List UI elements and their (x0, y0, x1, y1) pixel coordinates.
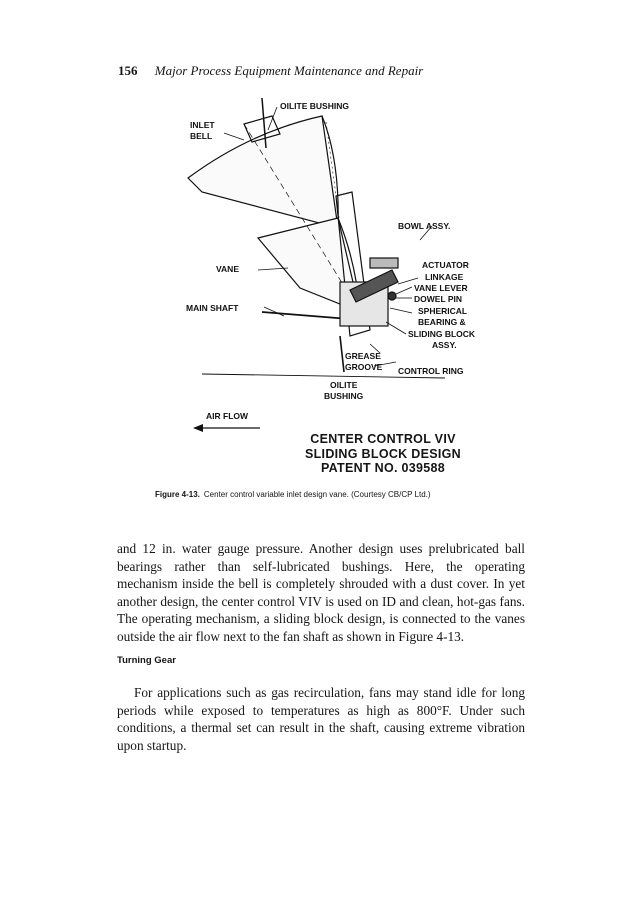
label-oilite: OILITE (330, 380, 358, 390)
label-bearing: BEARING & (418, 317, 466, 327)
page-number: 156 (118, 63, 138, 78)
figure-title-line: PATENT NO. 039588 (320, 461, 446, 475)
air-flow-arrowhead (193, 424, 203, 432)
label-bowl-assy: BOWL ASSY. (398, 221, 451, 231)
label-oilite-bushing-top: OILITE BUSHING (280, 101, 349, 111)
label-vane-lever: VANE LEVER (414, 283, 468, 293)
label-sliding-block: SLIDING BLOCK (408, 329, 476, 339)
book-title: Major Process Equipment Maintenance and Repair (154, 63, 424, 78)
label-bushing: BUSHING (324, 391, 364, 401)
paragraph-text: For applications such as gas recirculation, fans may stand idle for long periods while exposed to temperatures as high as 800°F. Under such conditions, a thermal set can result in the shaft, causing extreme vibration upon startup. (117, 685, 525, 753)
body-paragraph-1 (117, 540, 525, 646)
label-bell: BELL (190, 131, 213, 141)
label-control-ring: CONTROL RING (398, 366, 464, 376)
label-linkage: LINKAGE (425, 272, 464, 282)
label-actuator: ACTUATOR (422, 260, 469, 270)
leader-spherical (390, 308, 412, 313)
figure-title-line: CENTER CONTROL VIV (310, 432, 456, 446)
control-ring-line (340, 336, 344, 372)
leader-bell (224, 133, 244, 140)
leader-sliding-block (386, 322, 406, 334)
dowel-pin-shape (388, 292, 396, 300)
figure-title-line: SLIDING BLOCK DESIGN (304, 446, 461, 461)
label-dowel-pin: DOWEL PIN (414, 294, 463, 304)
body-paragraph-2 (117, 684, 525, 754)
figure-title-block (298, 432, 468, 476)
section-heading-turning-gear: Turning Gear (117, 655, 176, 666)
label-inlet: INLET (190, 120, 215, 130)
actuator-shape (370, 258, 398, 268)
label-grease: GREASE (345, 351, 381, 361)
label-main-shaft: MAIN SHAFT (186, 303, 239, 313)
label-groove: GROOVE (345, 362, 383, 372)
label-assy: ASSY. (432, 340, 457, 350)
caption-text: Center control variable inlet design vane. (Courtesy CB/CP Ltd.) (203, 490, 431, 499)
leader-vane-lever (396, 287, 412, 294)
caption-number: Figure 4-13. (155, 490, 200, 499)
label-vane: VANE (216, 264, 239, 274)
label-air-flow: AIR FLOW (206, 411, 249, 421)
figure-caption (155, 490, 555, 499)
label-spherical: SPHERICAL (418, 306, 468, 316)
leader-oilite-top (268, 107, 277, 130)
paragraph-text: and 12 in. water gauge pressure. Another design uses prelubricated ball bearings rather than self-lubricated bushings. Here, the operating mechanism inside the bell is completely shrouded with a dust cover. In yet another design, the center control VIV is used on ID and clean, hot-gas fans. The operating mechanism, a sliding block design, is connected to the vanes outside the air flow next to the fan shaft as shown in Figure 4-13. (117, 541, 525, 644)
